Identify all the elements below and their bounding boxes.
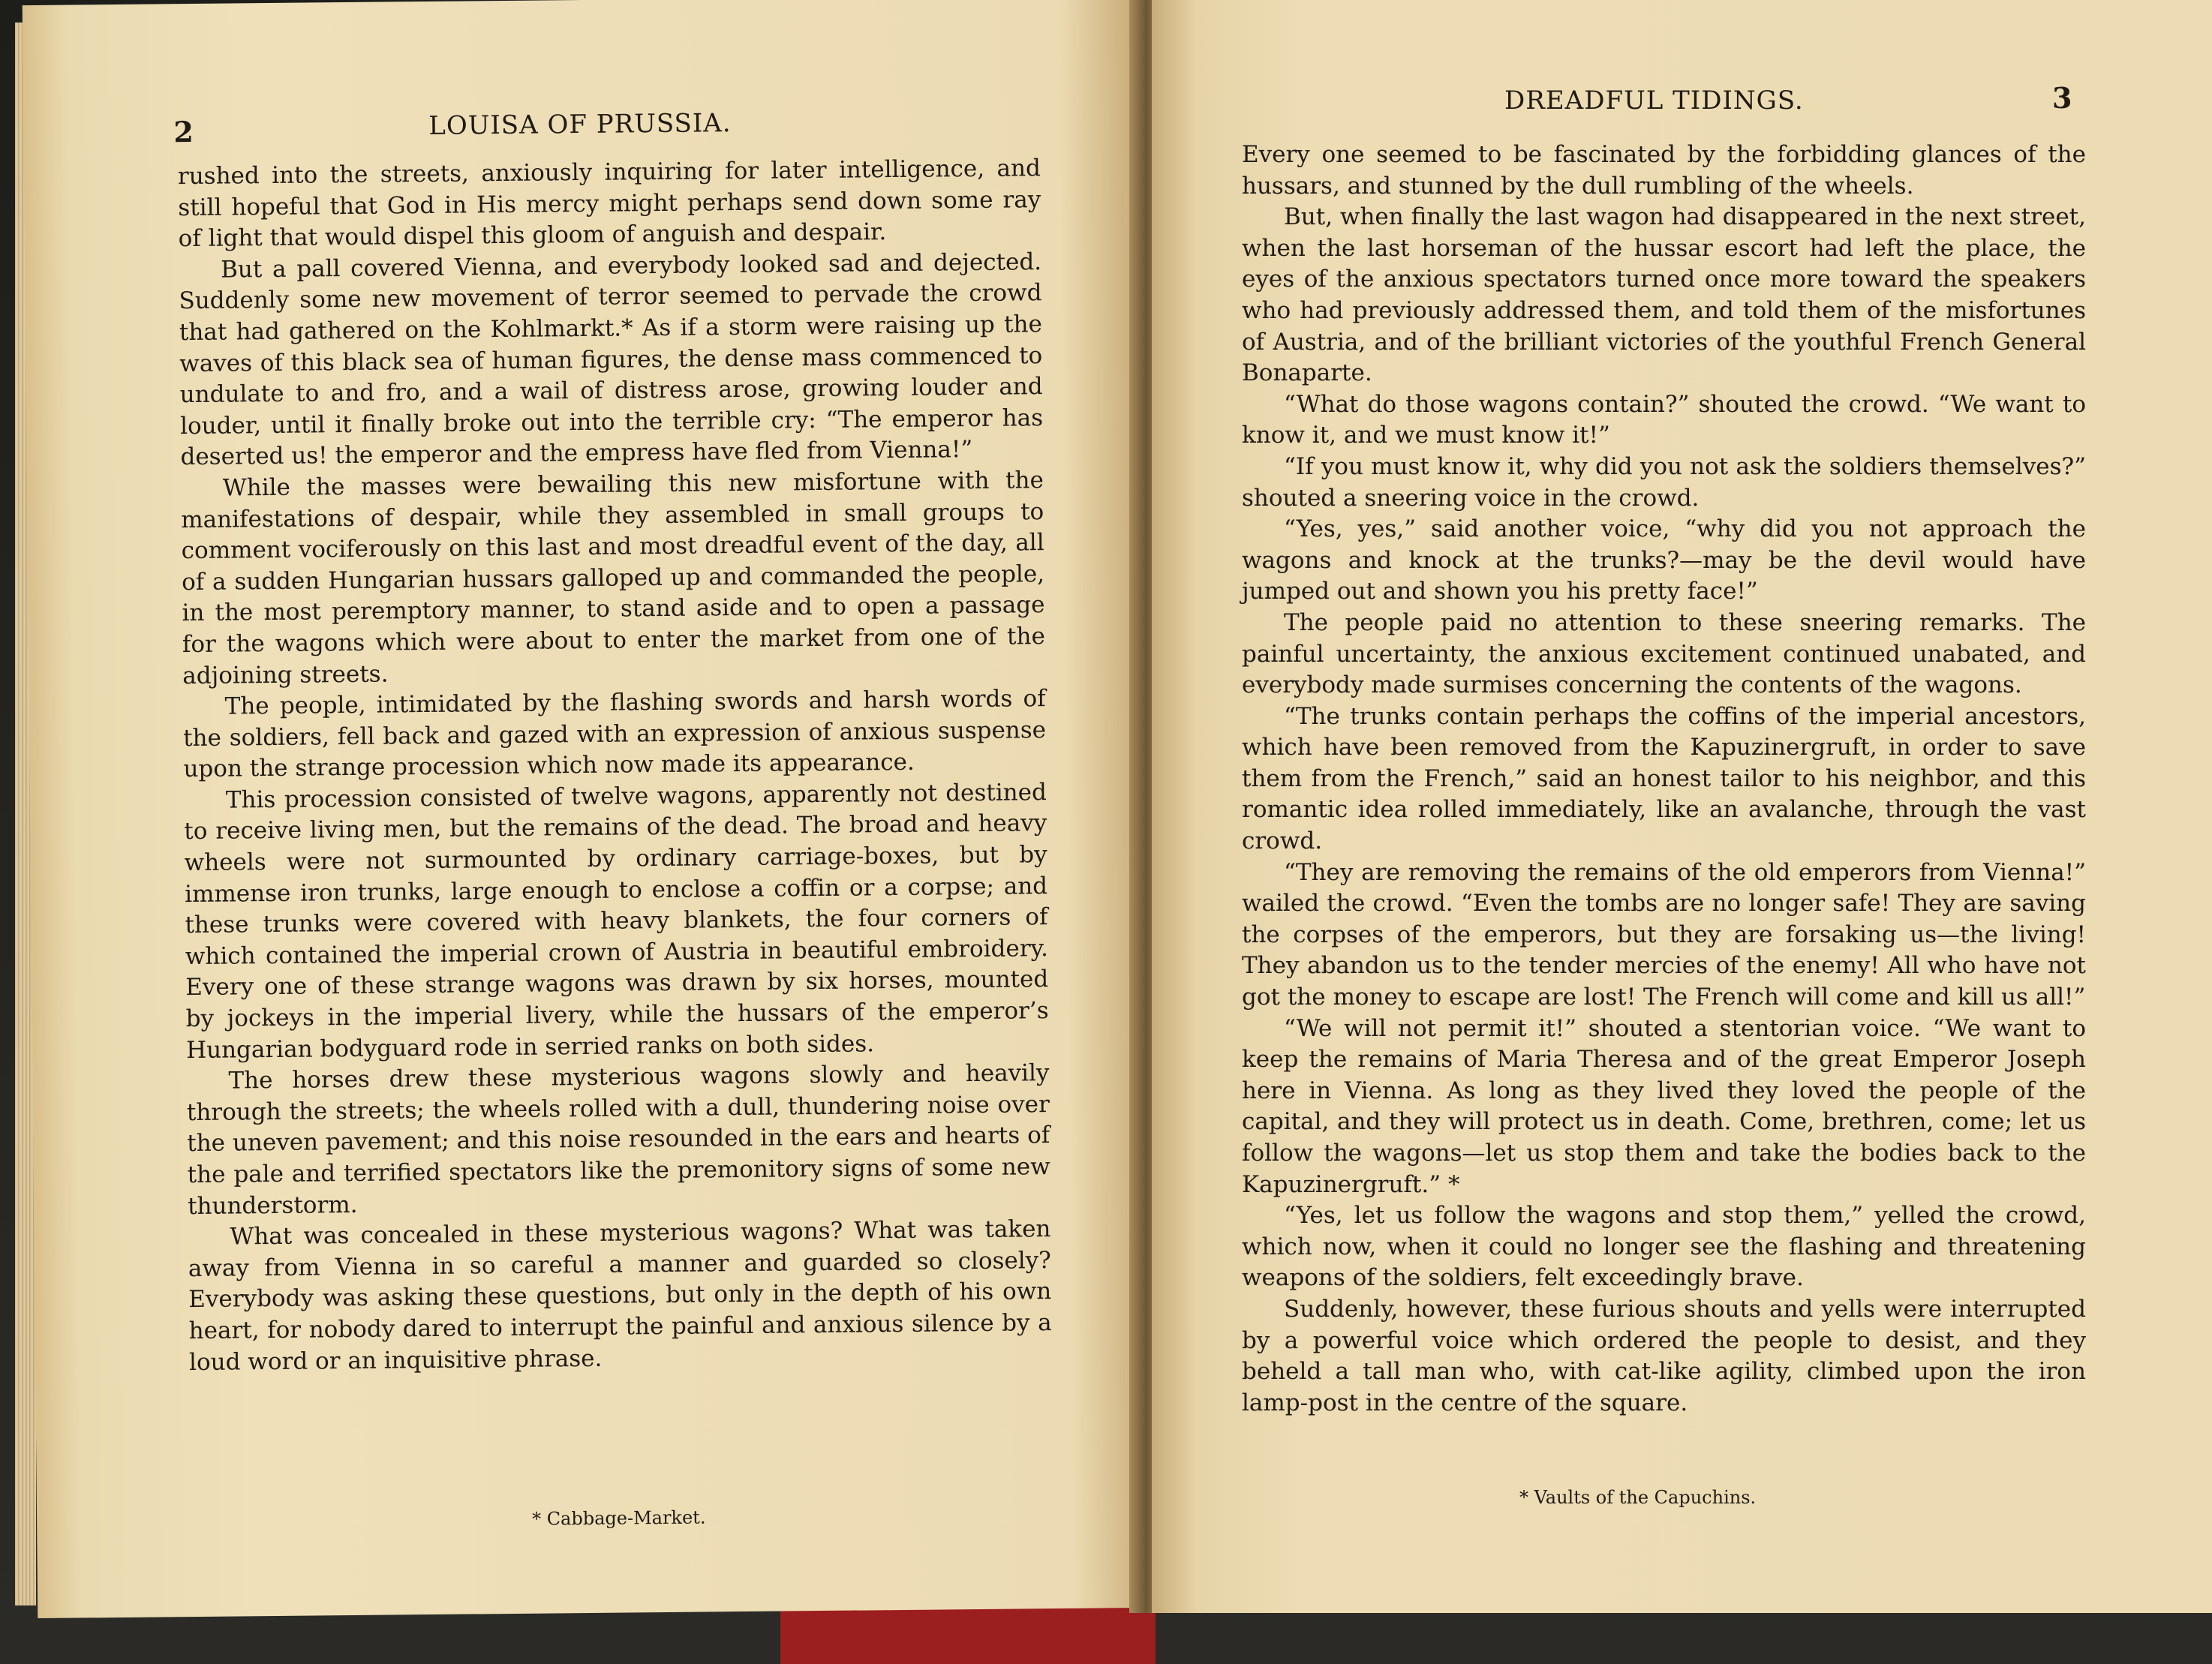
paragraph: “What do those wagons contain?” shouted the crowd. “We want to know it, and we must know it!” [1242,390,2086,449]
paragraph: The people, intimidated by the flashing swords and harsh words of the soldiers, fell back and gazed with an expression of anxious suspense upon the strange procession which now made its appearance. [182,685,1047,783]
page-number: 2 [173,114,194,149]
paragraph: “Yes, yes,” said another voice, “why did you not approach the wagons and knock at the trunks?—may be the devil would have jumped out and shown you his pretty face!” [1242,515,2086,605]
paragraph: rushed into the streets, anxiously inquiring for later intelligence, and still hopeful that God in His mercy might perhaps send down some ray of light that would dispel this gloom of anguish and despair. [177,155,1041,253]
left-page [23,0,1149,1618]
paragraph: The people paid no attention to these sneering remarks. The painful uncertainty, the anxious excitement continued unabated, and everybody made surmises concerning the contents of the wagons. [1242,608,2086,699]
paragraph: But a pall covered Vienna, and everybody looked sad and dejected. Suddenly some new movement of terror seemed to pervade the crowd that had gathered on the Kohlmarkt.* As if a storm were raising up the waves of this black sea of human figures, the dense mass commenced to undulate to and fro, and a wail of distress arose, growing louder and louder, until it finally broke out into the terrible cry: “The emperor has deserted us! the emperor and the empress have fled from Vienna!” [179,248,1044,471]
paragraph: This procession consisted of twelve wagons, apparently not destined to receive living men, but the remains of the dead. The broad and heavy wheels were not surmounted by ordinary carriage-boxes, but by immense iron trunks, large enough to enclose a coffin or a corpse; and these trunks were covered with heavy blankets, the four corners of which contained the imperial crown of Austria in beautiful embroidery. Every one of these strange wagons was drawn by six horses, mounted by jockeys in the imperial livery, while the hussars of the emperor’s Hungarian bodyguard rode in serried ranks on both sides. [184,778,1049,1064]
running-head: LOUISA OF PRUSSIA. [428,108,732,141]
right-page [1152,0,2212,1613]
running-head: DREADFUL TIDINGS. [1504,86,1804,116]
body-text [1242,140,2086,1419]
paragraph: “If you must know it, why did you not ask the soldiers themselves?” shouted a sneering voice in the crowd. [1242,452,2086,512]
paragraph: “The trunks contain perhaps the coffins of the imperial ancestors, which have been removed from the Kapuzinergruft, in order to save them from the French,” said an honest tailor to his neighbor, and this romantic idea rolled immediately, like an avalanche, through the vast crowd. [1242,702,2086,855]
paragraph: While the masses were bewailing this new misfortune with the manifestations of despair, while they assembled in small groups to comment vociferously on this last and most dreadful event of the day, all of a sudden Hungarian hussars galloped up and commanded the people, in the most peremptory manner, to stand aside and to open a passage for the wagons which were about to enter the market from one of the adjoining streets. [181,467,1046,689]
paragraph: “Yes, let us follow the wagons and stop them,” yelled the crowd, which now, when it could no longer see the flashing and threatening weapons of the soldiers, felt exceedingly brave. [1242,1202,2086,1292]
footnote: * Vaults of the Capuchins. [1519,1487,1757,1508]
paragraph: Suddenly, however, these furious shouts and yells were interrupted by a powerful voice which ordered the people to desist, and they beheld a tall man who, with cat-like agility, climbed upon the iron lamp-post in the centre of the square. [1242,1295,2086,1416]
body-text [178,153,1053,1378]
paragraph: The horses drew these mysterious wagons slowly and heavily through the streets; the wheels rolled with a dull, thundering noise over the uneven pavement; and this noise resounded in the ears and hearts of the pale and terrified spectators like the premonitory signs of some new thunderstorm. [186,1059,1050,1220]
footnote: * Cabbage-Market. [531,1506,706,1530]
paragraph: What was concealed in these mysterious wagons? What was taken away from Vienna in so careful a manner and guarded so closely? Everybody was asking these questions, but only in the depth of his own heart, for nobody dared to interrupt the painful and anxious silence by a loud word or an inquisitive phrase. [188,1215,1052,1376]
paragraph: Every one seemed to be fascinated by the forbidding glances of the hussars, and stunned by the dull rumbling of the wheels. [1242,141,2086,200]
paragraph: “We will not permit it!” shouted a stentorian voice. “We want to keep the remains of Maria Theresa and of the great Emperor Joseph here in Vienna. As long as they lived they loved the people of the capital, and they will protect us in death. Come, brethren, come; let us follow the wagons—let us stop them and take the bodies back to the Kapuzinergruft.” * [1242,1014,2086,1198]
paragraph: But, when finally the last wagon had disappeared in the next street, when the last horseman of the hussar escort had left the place, the eyes of the anxious spectators turned once more toward the speakers who had previously addressed them, and told them of the misfortunes of Austria, and of the brilliant victories of the youthful French General Bonaparte. [1242,203,2086,387]
page-number: 3 [2052,81,2072,115]
paragraph: “They are removing the remains of the old emperors from Vienna!” wailed the crowd. “Even the tombs are no longer safe! They are saving the corpses of the emperors, but they are forsaking us—the living! They abandon us to the tender mercies of the enemy! All who have not got the money to escape are lost! The French will come and kill us all!” [1242,858,2086,1011]
